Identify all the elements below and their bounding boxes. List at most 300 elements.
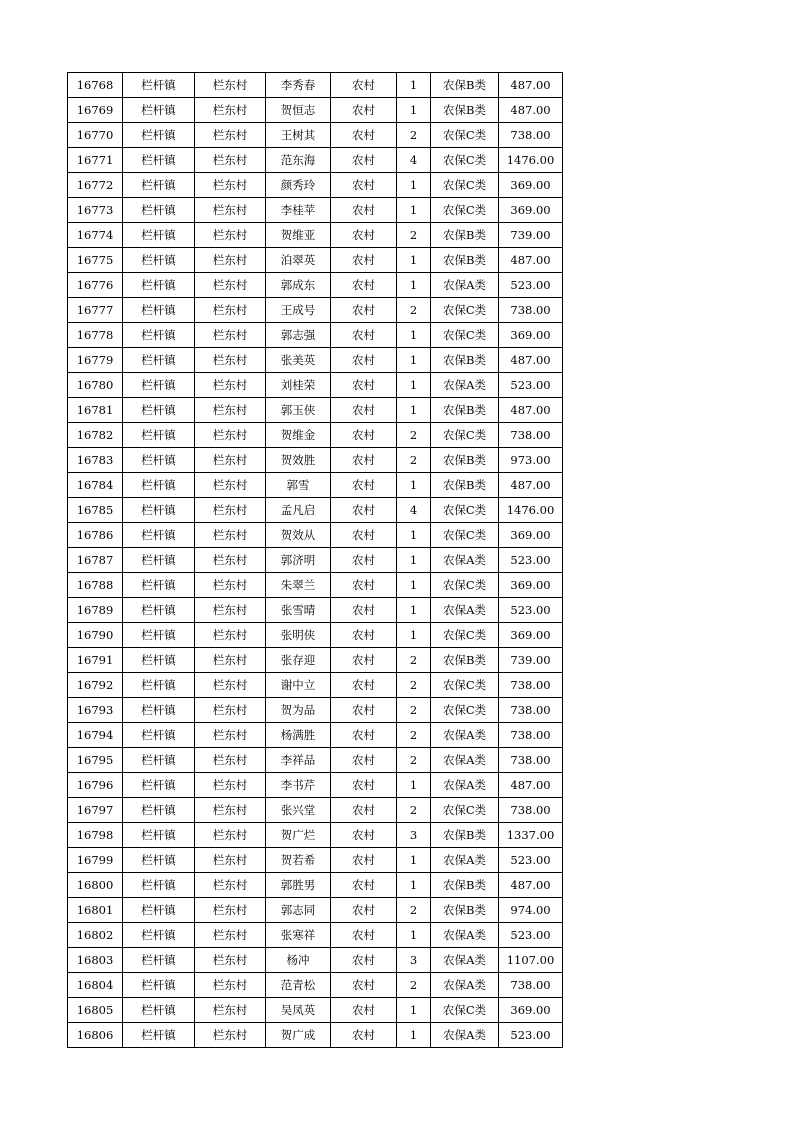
member-count-cell: 1 (397, 1023, 431, 1048)
record-number-cell: 16776 (68, 273, 123, 298)
name-cell: 贺维亚 (266, 223, 331, 248)
record-number-cell: 16768 (68, 73, 123, 98)
town-cell: 栏杆镇 (123, 298, 195, 323)
village-cell: 栏东村 (195, 148, 266, 173)
amount-cell: 523.00 (499, 373, 563, 398)
record-number-cell: 16770 (68, 123, 123, 148)
village-cell: 栏东村 (195, 398, 266, 423)
town-cell: 栏杆镇 (123, 223, 195, 248)
record-number-cell: 16788 (68, 573, 123, 598)
insurance-category-cell: 农保A类 (431, 773, 499, 798)
name-cell: 刘桂荣 (266, 373, 331, 398)
village-cell: 栏东村 (195, 773, 266, 798)
household-type-cell: 农村 (331, 373, 397, 398)
table-row (68, 548, 563, 573)
village-cell: 栏东村 (195, 348, 266, 373)
record-number-cell: 16773 (68, 198, 123, 223)
member-count-cell: 2 (397, 723, 431, 748)
household-type-cell: 农村 (331, 748, 397, 773)
name-cell: 贺广烂 (266, 823, 331, 848)
village-cell: 栏东村 (195, 123, 266, 148)
name-cell: 张兴堂 (266, 798, 331, 823)
amount-cell: 487.00 (499, 248, 563, 273)
member-count-cell: 1 (397, 573, 431, 598)
town-cell: 栏杆镇 (123, 398, 195, 423)
amount-cell: 738.00 (499, 298, 563, 323)
record-number-cell: 16795 (68, 748, 123, 773)
household-type-cell: 农村 (331, 248, 397, 273)
record-number-cell: 16783 (68, 448, 123, 473)
household-type-cell: 农村 (331, 1023, 397, 1048)
town-cell: 栏杆镇 (123, 548, 195, 573)
name-cell: 张明侠 (266, 623, 331, 648)
amount-cell: 738.00 (499, 698, 563, 723)
member-count-cell: 3 (397, 823, 431, 848)
table-row (68, 298, 563, 323)
member-count-cell: 2 (397, 448, 431, 473)
village-cell: 栏东村 (195, 923, 266, 948)
name-cell: 郭成东 (266, 273, 331, 298)
town-cell: 栏杆镇 (123, 273, 195, 298)
amount-cell: 739.00 (499, 223, 563, 248)
household-type-cell: 农村 (331, 873, 397, 898)
amount-cell: 973.00 (499, 448, 563, 473)
village-cell: 栏东村 (195, 73, 266, 98)
member-count-cell: 2 (397, 698, 431, 723)
record-number-cell: 16775 (68, 248, 123, 273)
household-type-cell: 农村 (331, 998, 397, 1023)
amount-cell: 369.00 (499, 998, 563, 1023)
member-count-cell: 1 (397, 98, 431, 123)
village-cell: 栏东村 (195, 873, 266, 898)
town-cell: 栏杆镇 (123, 123, 195, 148)
amount-cell: 369.00 (499, 623, 563, 648)
name-cell: 朱翠兰 (266, 573, 331, 598)
member-count-cell: 2 (397, 673, 431, 698)
town-cell: 栏杆镇 (123, 773, 195, 798)
record-number-cell: 16778 (68, 323, 123, 348)
table-row (68, 148, 563, 173)
name-cell: 吴凤英 (266, 998, 331, 1023)
village-cell: 栏东村 (195, 848, 266, 873)
record-number-cell: 16771 (68, 148, 123, 173)
household-type-cell: 农村 (331, 898, 397, 923)
record-number-cell: 16780 (68, 373, 123, 398)
household-type-cell: 农村 (331, 848, 397, 873)
village-cell: 栏东村 (195, 273, 266, 298)
amount-cell: 369.00 (499, 323, 563, 348)
household-type-cell: 农村 (331, 548, 397, 573)
town-cell: 栏杆镇 (123, 598, 195, 623)
insurance-category-cell: 农保A类 (431, 273, 499, 298)
household-type-cell: 农村 (331, 398, 397, 423)
household-type-cell: 农村 (331, 623, 397, 648)
member-count-cell: 1 (397, 598, 431, 623)
name-cell: 贺维金 (266, 423, 331, 448)
record-number-cell: 16781 (68, 398, 123, 423)
insurance-category-cell: 农保C类 (431, 673, 499, 698)
town-cell: 栏杆镇 (123, 723, 195, 748)
insurance-category-cell: 农保C类 (431, 123, 499, 148)
household-type-cell: 农村 (331, 198, 397, 223)
village-cell: 栏东村 (195, 798, 266, 823)
record-number-cell: 16798 (68, 823, 123, 848)
table-row (68, 948, 563, 973)
village-cell: 栏东村 (195, 98, 266, 123)
village-cell: 栏东村 (195, 723, 266, 748)
member-count-cell: 2 (397, 748, 431, 773)
village-cell: 栏东村 (195, 198, 266, 223)
table-row (68, 873, 563, 898)
name-cell: 颜秀玲 (266, 173, 331, 198)
amount-cell: 739.00 (499, 648, 563, 673)
table-row (68, 398, 563, 423)
record-number-cell: 16791 (68, 648, 123, 673)
record-number-cell: 16787 (68, 548, 123, 573)
town-cell: 栏杆镇 (123, 448, 195, 473)
village-cell: 栏东村 (195, 973, 266, 998)
town-cell: 栏杆镇 (123, 573, 195, 598)
town-cell: 栏杆镇 (123, 673, 195, 698)
table-row (68, 198, 563, 223)
table-row (68, 223, 563, 248)
village-cell: 栏东村 (195, 748, 266, 773)
record-number-cell: 16800 (68, 873, 123, 898)
amount-cell: 487.00 (499, 873, 563, 898)
member-count-cell: 1 (397, 873, 431, 898)
record-number-cell: 16772 (68, 173, 123, 198)
amount-cell: 738.00 (499, 798, 563, 823)
name-cell: 贺恒志 (266, 98, 331, 123)
town-cell: 栏杆镇 (123, 373, 195, 398)
name-cell: 李祥品 (266, 748, 331, 773)
insurance-category-cell: 农保A类 (431, 1023, 499, 1048)
record-number-cell: 16794 (68, 723, 123, 748)
amount-cell: 523.00 (499, 273, 563, 298)
village-cell: 栏东村 (195, 173, 266, 198)
amount-cell: 738.00 (499, 723, 563, 748)
name-cell: 李桂苹 (266, 198, 331, 223)
amount-cell: 738.00 (499, 673, 563, 698)
record-number-cell: 16785 (68, 498, 123, 523)
table-row (68, 248, 563, 273)
member-count-cell: 4 (397, 498, 431, 523)
town-cell: 栏杆镇 (123, 648, 195, 673)
member-count-cell: 2 (397, 223, 431, 248)
name-cell: 贺广成 (266, 1023, 331, 1048)
amount-cell: 369.00 (499, 573, 563, 598)
record-number-cell: 16790 (68, 623, 123, 648)
member-count-cell: 2 (397, 973, 431, 998)
insurance-category-cell: 农保B类 (431, 98, 499, 123)
town-cell: 栏杆镇 (123, 748, 195, 773)
record-number-cell: 16777 (68, 298, 123, 323)
amount-cell: 738.00 (499, 123, 563, 148)
household-type-cell: 农村 (331, 673, 397, 698)
member-count-cell: 2 (397, 298, 431, 323)
insurance-category-cell: 农保A类 (431, 973, 499, 998)
table-row (68, 448, 563, 473)
member-count-cell: 2 (397, 898, 431, 923)
member-count-cell: 1 (397, 623, 431, 648)
insurance-category-cell: 农保A类 (431, 598, 499, 623)
name-cell: 郭玉侠 (266, 398, 331, 423)
member-count-cell: 1 (397, 773, 431, 798)
name-cell: 郭胜男 (266, 873, 331, 898)
amount-cell: 369.00 (499, 198, 563, 223)
town-cell: 栏杆镇 (123, 823, 195, 848)
town-cell: 栏杆镇 (123, 473, 195, 498)
member-count-cell: 1 (397, 248, 431, 273)
insurance-category-cell: 农保C类 (431, 323, 499, 348)
household-type-cell: 农村 (331, 348, 397, 373)
village-cell: 栏东村 (195, 598, 266, 623)
member-count-cell: 2 (397, 648, 431, 673)
record-number-cell: 16799 (68, 848, 123, 873)
name-cell: 贺若希 (266, 848, 331, 873)
roster-body (68, 73, 563, 1048)
record-number-cell: 16797 (68, 798, 123, 823)
insurance-category-cell: 农保C类 (431, 573, 499, 598)
town-cell: 栏杆镇 (123, 623, 195, 648)
town-cell: 栏杆镇 (123, 498, 195, 523)
insurance-category-cell: 农保C类 (431, 798, 499, 823)
record-number-cell: 16803 (68, 948, 123, 973)
table-row (68, 673, 563, 698)
table-row (68, 973, 563, 998)
insurance-category-cell: 农保B类 (431, 873, 499, 898)
household-type-cell: 农村 (331, 598, 397, 623)
household-type-cell: 农村 (331, 98, 397, 123)
member-count-cell: 1 (397, 523, 431, 548)
village-cell: 栏东村 (195, 998, 266, 1023)
amount-cell: 487.00 (499, 773, 563, 798)
table-row (68, 423, 563, 448)
town-cell: 栏杆镇 (123, 173, 195, 198)
member-count-cell: 2 (397, 423, 431, 448)
amount-cell: 487.00 (499, 98, 563, 123)
amount-cell: 523.00 (499, 848, 563, 873)
insurance-category-cell: 农保C类 (431, 298, 499, 323)
village-cell: 栏东村 (195, 1023, 266, 1048)
name-cell: 范青松 (266, 973, 331, 998)
table-row (68, 648, 563, 673)
village-cell: 栏东村 (195, 373, 266, 398)
household-type-cell: 农村 (331, 323, 397, 348)
record-number-cell: 16806 (68, 1023, 123, 1048)
town-cell: 栏杆镇 (123, 998, 195, 1023)
amount-cell: 1107.00 (499, 948, 563, 973)
table-row (68, 273, 563, 298)
record-number-cell: 16774 (68, 223, 123, 248)
insurance-category-cell: 农保C类 (431, 698, 499, 723)
household-type-cell: 农村 (331, 823, 397, 848)
household-type-cell: 农村 (331, 698, 397, 723)
village-cell: 栏东村 (195, 623, 266, 648)
town-cell: 栏杆镇 (123, 323, 195, 348)
village-cell: 栏东村 (195, 423, 266, 448)
household-type-cell: 农村 (331, 773, 397, 798)
household-type-cell: 农村 (331, 273, 397, 298)
village-cell: 栏东村 (195, 473, 266, 498)
town-cell: 栏杆镇 (123, 423, 195, 448)
insurance-category-cell: 农保B类 (431, 898, 499, 923)
table-row (68, 748, 563, 773)
amount-cell: 487.00 (499, 473, 563, 498)
town-cell: 栏杆镇 (123, 523, 195, 548)
town-cell: 栏杆镇 (123, 198, 195, 223)
amount-cell: 1476.00 (499, 148, 563, 173)
record-number-cell: 16801 (68, 898, 123, 923)
town-cell: 栏杆镇 (123, 248, 195, 273)
member-count-cell: 1 (397, 923, 431, 948)
amount-cell: 1476.00 (499, 498, 563, 523)
town-cell: 栏杆镇 (123, 948, 195, 973)
record-number-cell: 16779 (68, 348, 123, 373)
table-row (68, 323, 563, 348)
household-type-cell: 农村 (331, 73, 397, 98)
household-type-cell: 农村 (331, 448, 397, 473)
household-type-cell: 农村 (331, 973, 397, 998)
town-cell: 栏杆镇 (123, 873, 195, 898)
record-number-cell: 16793 (68, 698, 123, 723)
household-type-cell: 农村 (331, 523, 397, 548)
name-cell: 郭志同 (266, 898, 331, 923)
household-type-cell: 农村 (331, 298, 397, 323)
village-cell: 栏东村 (195, 523, 266, 548)
town-cell: 栏杆镇 (123, 973, 195, 998)
member-count-cell: 1 (397, 398, 431, 423)
name-cell: 张雪晴 (266, 598, 331, 623)
amount-cell: 523.00 (499, 923, 563, 948)
name-cell: 张寒祥 (266, 923, 331, 948)
amount-cell: 738.00 (499, 973, 563, 998)
town-cell: 栏杆镇 (123, 73, 195, 98)
table-row (68, 123, 563, 148)
household-type-cell: 农村 (331, 498, 397, 523)
table-row (68, 773, 563, 798)
household-type-cell: 农村 (331, 948, 397, 973)
name-cell: 李秀春 (266, 73, 331, 98)
member-count-cell: 1 (397, 73, 431, 98)
amount-cell: 1337.00 (499, 823, 563, 848)
insurance-category-cell: 农保C类 (431, 148, 499, 173)
town-cell: 栏杆镇 (123, 898, 195, 923)
town-cell: 栏杆镇 (123, 1023, 195, 1048)
name-cell: 张存迎 (266, 648, 331, 673)
table-row (68, 823, 563, 848)
village-cell: 栏东村 (195, 898, 266, 923)
village-cell: 栏东村 (195, 573, 266, 598)
record-number-cell: 16805 (68, 998, 123, 1023)
village-cell: 栏东村 (195, 648, 266, 673)
village-cell: 栏东村 (195, 673, 266, 698)
household-type-cell: 农村 (331, 223, 397, 248)
record-number-cell: 16792 (68, 673, 123, 698)
member-count-cell: 1 (397, 473, 431, 498)
table-row (68, 798, 563, 823)
name-cell: 李书芹 (266, 773, 331, 798)
amount-cell: 523.00 (499, 598, 563, 623)
table-row (68, 498, 563, 523)
table-row (68, 998, 563, 1023)
amount-cell: 523.00 (499, 1023, 563, 1048)
insurance-category-cell: 农保B类 (431, 348, 499, 373)
name-cell: 杨冲 (266, 948, 331, 973)
member-count-cell: 1 (397, 348, 431, 373)
table-row (68, 723, 563, 748)
name-cell: 谢中立 (266, 673, 331, 698)
name-cell: 贺效从 (266, 523, 331, 548)
table-row (68, 1023, 563, 1048)
table-row (68, 98, 563, 123)
insurance-category-cell: 农保A类 (431, 548, 499, 573)
town-cell: 栏杆镇 (123, 698, 195, 723)
record-number-cell: 16769 (68, 98, 123, 123)
village-cell: 栏东村 (195, 548, 266, 573)
village-cell: 栏东村 (195, 248, 266, 273)
table-row (68, 523, 563, 548)
insurance-category-cell: 农保C类 (431, 498, 499, 523)
table-row (68, 923, 563, 948)
record-number-cell: 16789 (68, 598, 123, 623)
household-type-cell: 农村 (331, 573, 397, 598)
amount-cell: 487.00 (499, 398, 563, 423)
table-row (68, 598, 563, 623)
name-cell: 郭雪 (266, 473, 331, 498)
name-cell: 张美英 (266, 348, 331, 373)
town-cell: 栏杆镇 (123, 148, 195, 173)
name-cell: 孟凡启 (266, 498, 331, 523)
household-type-cell: 农村 (331, 423, 397, 448)
town-cell: 栏杆镇 (123, 98, 195, 123)
name-cell: 杨满胜 (266, 723, 331, 748)
insurance-category-cell: 农保A类 (431, 948, 499, 973)
table-row (68, 173, 563, 198)
member-count-cell: 1 (397, 173, 431, 198)
member-count-cell: 1 (397, 273, 431, 298)
insurance-category-cell: 农保A类 (431, 373, 499, 398)
village-cell: 栏东村 (195, 223, 266, 248)
member-count-cell: 1 (397, 998, 431, 1023)
member-count-cell: 1 (397, 848, 431, 873)
insurance-category-cell: 农保B类 (431, 73, 499, 98)
insurance-category-cell: 农保A类 (431, 748, 499, 773)
insurance-category-cell: 农保A类 (431, 923, 499, 948)
table-row (68, 898, 563, 923)
household-type-cell: 农村 (331, 648, 397, 673)
village-cell: 栏东村 (195, 948, 266, 973)
insurance-category-cell: 农保C类 (431, 173, 499, 198)
table-row (68, 698, 563, 723)
town-cell: 栏杆镇 (123, 348, 195, 373)
village-cell: 栏东村 (195, 698, 266, 723)
insurance-category-cell: 农保B类 (431, 223, 499, 248)
name-cell: 王树其 (266, 123, 331, 148)
household-type-cell: 农村 (331, 723, 397, 748)
insurance-category-cell: 农保C类 (431, 198, 499, 223)
amount-cell: 974.00 (499, 898, 563, 923)
table-row (68, 373, 563, 398)
amount-cell: 738.00 (499, 423, 563, 448)
insurance-category-cell: 农保C类 (431, 998, 499, 1023)
insurance-category-cell: 农保B类 (431, 823, 499, 848)
household-type-cell: 农村 (331, 148, 397, 173)
village-cell: 栏东村 (195, 298, 266, 323)
household-type-cell: 农村 (331, 798, 397, 823)
insurance-category-cell: 农保B类 (431, 448, 499, 473)
table-row (68, 573, 563, 598)
